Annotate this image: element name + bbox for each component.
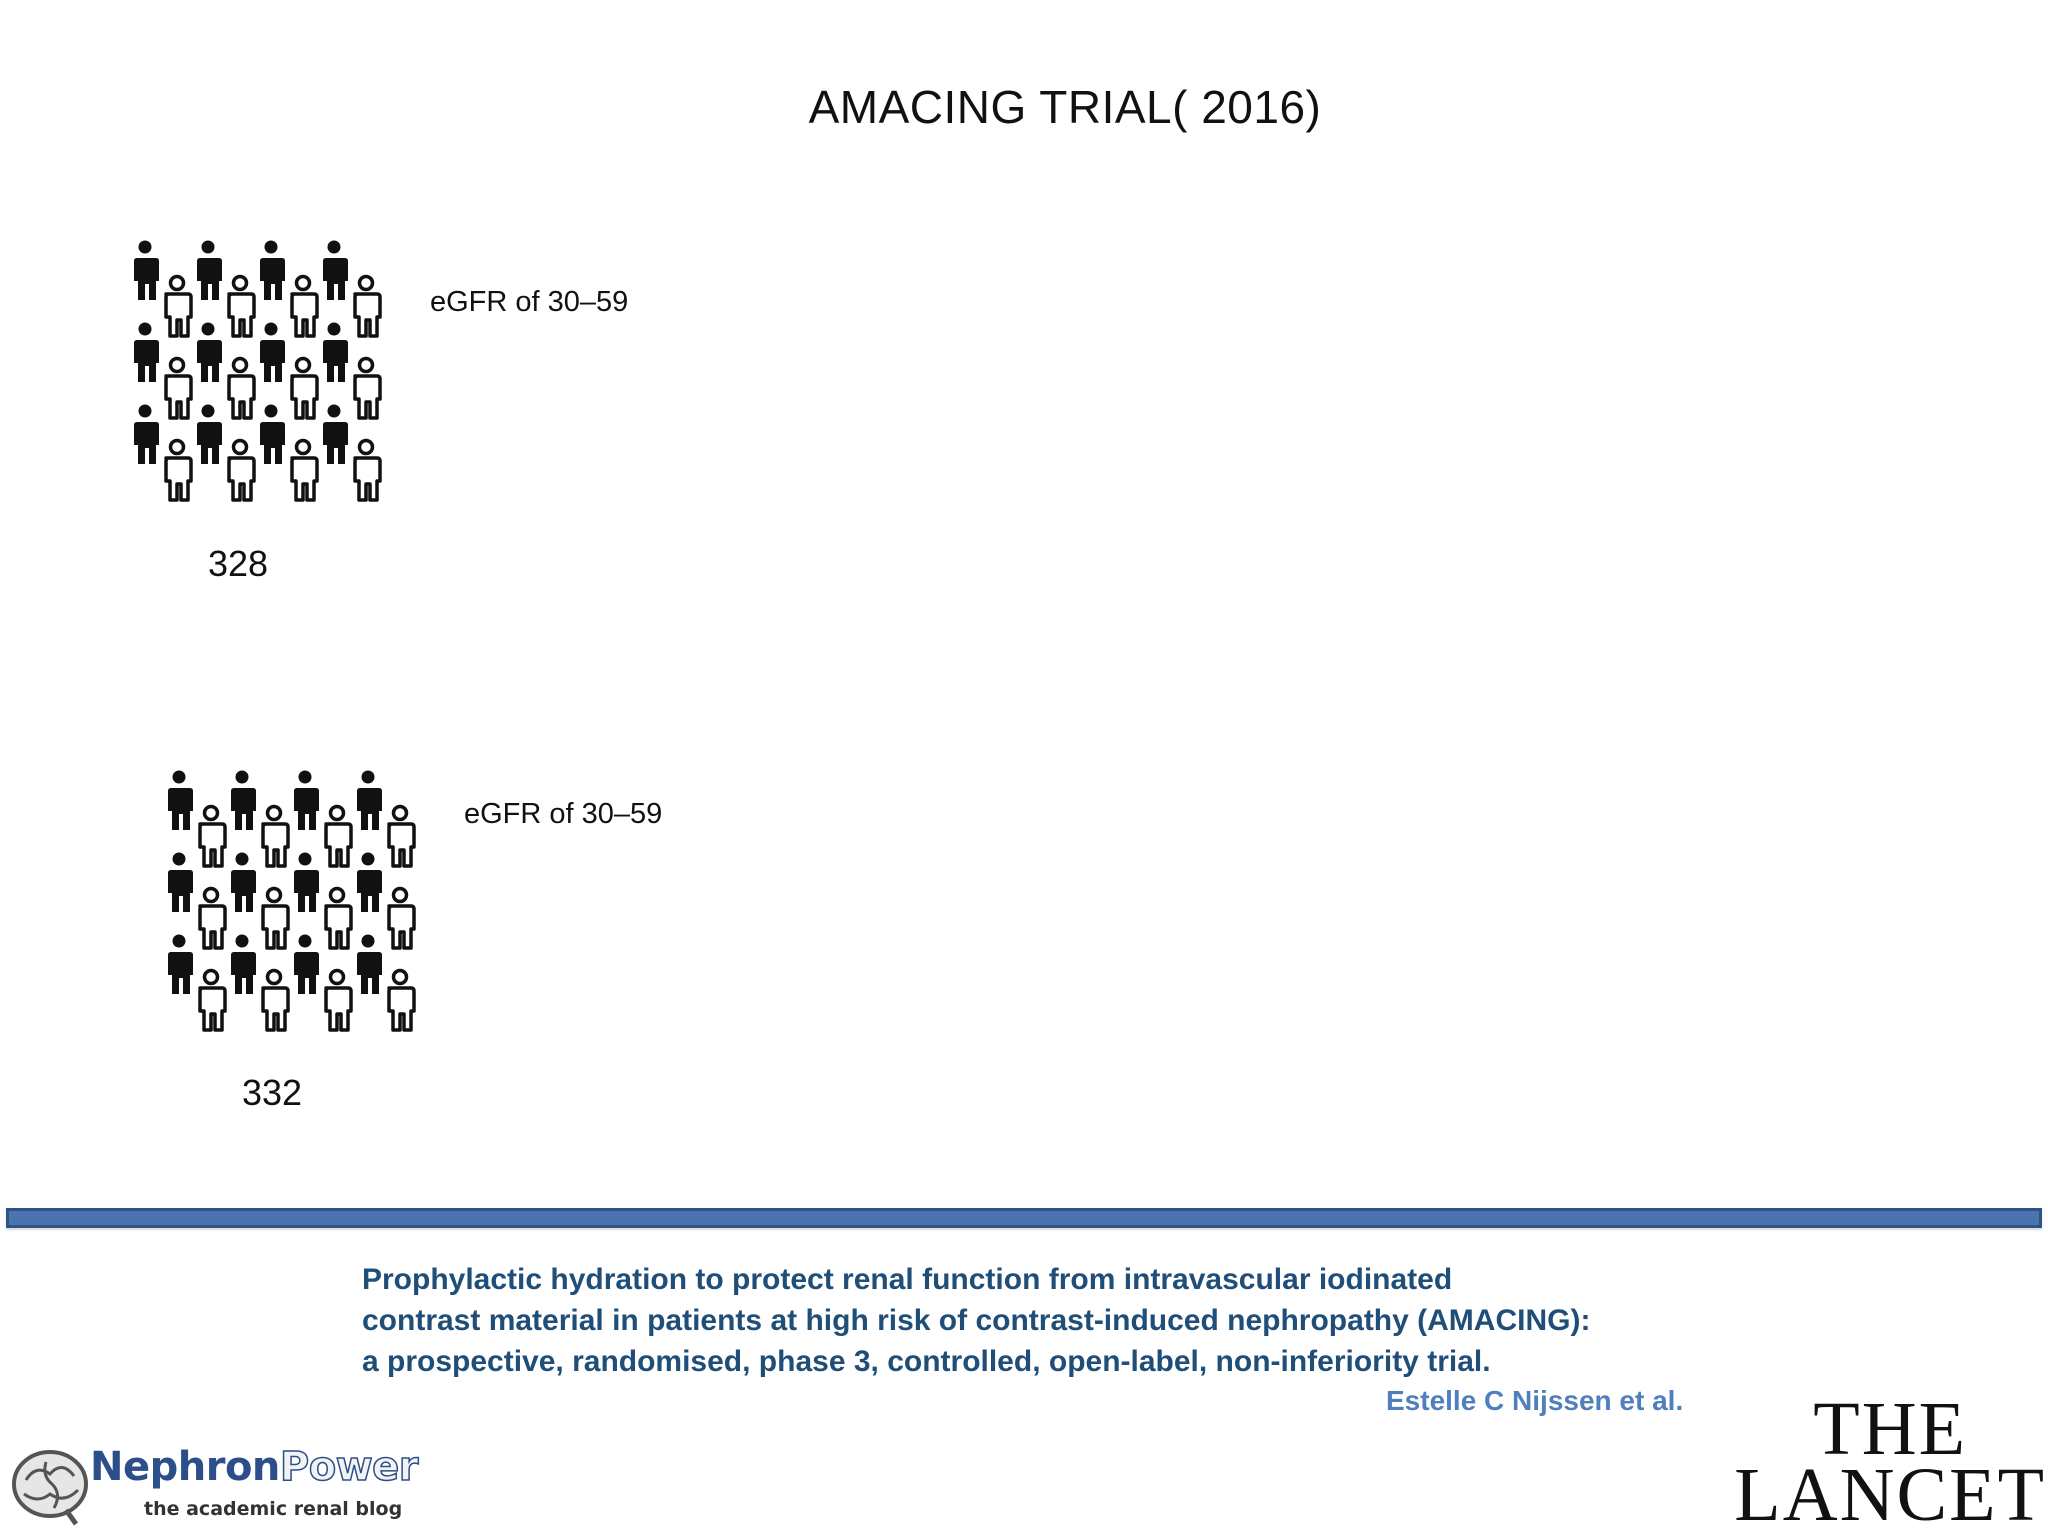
citation-title bbox=[362, 1259, 1762, 1382]
person-outline-icon bbox=[326, 889, 351, 949]
person-outline-icon bbox=[166, 441, 191, 501]
people-icon bbox=[162, 768, 422, 1046]
person-outline-icon bbox=[229, 277, 254, 337]
person-outline-icon bbox=[229, 441, 254, 501]
people-group-1 bbox=[128, 238, 388, 516]
person-outline-icon bbox=[166, 277, 191, 337]
person-filled-icon bbox=[168, 771, 193, 831]
egfr-label-1: eGFR of 30–59 bbox=[430, 286, 629, 318]
person-outline-icon bbox=[200, 971, 225, 1031]
person-outline-icon bbox=[389, 807, 414, 867]
person-outline-icon bbox=[263, 971, 288, 1031]
citation-line-1: Prophylactic hydration to protect renal function from intravascular iodinated bbox=[362, 1263, 1453, 1296]
person-outline-icon bbox=[200, 807, 225, 867]
person-outline-icon bbox=[389, 889, 414, 949]
people-group-2 bbox=[162, 768, 422, 1046]
person-outline-icon bbox=[292, 359, 317, 419]
nephronpower-logo bbox=[6, 1440, 426, 1536]
patient-count-1: 328 bbox=[207, 543, 269, 584]
person-filled-icon bbox=[168, 853, 193, 913]
lancet-line-1: THE bbox=[1813, 1387, 1967, 1471]
person-outline-icon bbox=[355, 441, 380, 501]
person-outline-icon bbox=[292, 277, 317, 337]
people-icon bbox=[128, 238, 388, 516]
person-filled-icon bbox=[260, 241, 285, 301]
person-filled-icon bbox=[357, 853, 382, 913]
person-outline-icon bbox=[229, 359, 254, 419]
egfr-label-2: eGFR of 30–59 bbox=[464, 798, 663, 830]
nephronpower-tagline: the academic renal blog bbox=[144, 1498, 403, 1520]
person-outline-icon bbox=[355, 277, 380, 337]
citation-line-3: a prospective, randomised, phase 3, controlled, open-label, non-inferiority trial. bbox=[362, 1345, 1491, 1378]
person-outline-icon bbox=[326, 971, 351, 1031]
divider-bar bbox=[6, 1208, 2042, 1228]
citation-authors: Estelle C Nijssen et al. bbox=[1386, 1385, 1684, 1416]
person-filled-icon bbox=[231, 935, 256, 995]
person-filled-icon bbox=[197, 405, 222, 465]
person-outline-icon bbox=[263, 807, 288, 867]
person-filled-icon bbox=[323, 241, 348, 301]
person-filled-icon bbox=[134, 323, 159, 383]
person-filled-icon bbox=[323, 323, 348, 383]
person-filled-icon bbox=[294, 853, 319, 913]
person-filled-icon bbox=[134, 405, 159, 465]
person-filled-icon bbox=[323, 405, 348, 465]
slide-title: AMACING TRIAL( 2016) bbox=[808, 81, 1322, 133]
nephronpower-wordmark: NephronPower bbox=[90, 1444, 419, 1490]
person-outline-icon bbox=[200, 889, 225, 949]
person-outline-icon bbox=[292, 441, 317, 501]
person-filled-icon bbox=[168, 935, 193, 995]
person-outline-icon bbox=[355, 359, 380, 419]
person-filled-icon bbox=[231, 771, 256, 831]
person-outline-icon bbox=[166, 359, 191, 419]
person-outline-icon bbox=[326, 807, 351, 867]
person-filled-icon bbox=[260, 405, 285, 465]
person-filled-icon bbox=[197, 323, 222, 383]
person-filled-icon bbox=[294, 935, 319, 995]
person-outline-icon bbox=[263, 889, 288, 949]
brain-icon bbox=[6, 1440, 96, 1530]
person-filled-icon bbox=[294, 771, 319, 831]
person-filled-icon bbox=[357, 771, 382, 831]
person-filled-icon bbox=[231, 853, 256, 913]
person-filled-icon bbox=[260, 323, 285, 383]
person-filled-icon bbox=[357, 935, 382, 995]
patient-count-2: 332 bbox=[241, 1072, 303, 1113]
person-outline-icon bbox=[389, 971, 414, 1031]
person-filled-icon bbox=[134, 241, 159, 301]
lancet-line-2: LANCET bbox=[1734, 1453, 2046, 1537]
person-filled-icon bbox=[197, 241, 222, 301]
citation-line-2: contrast material in patients at high risk of contrast-induced nephropathy (AMACING): bbox=[362, 1304, 1591, 1337]
lancet-logo bbox=[1734, 1387, 2046, 1537]
